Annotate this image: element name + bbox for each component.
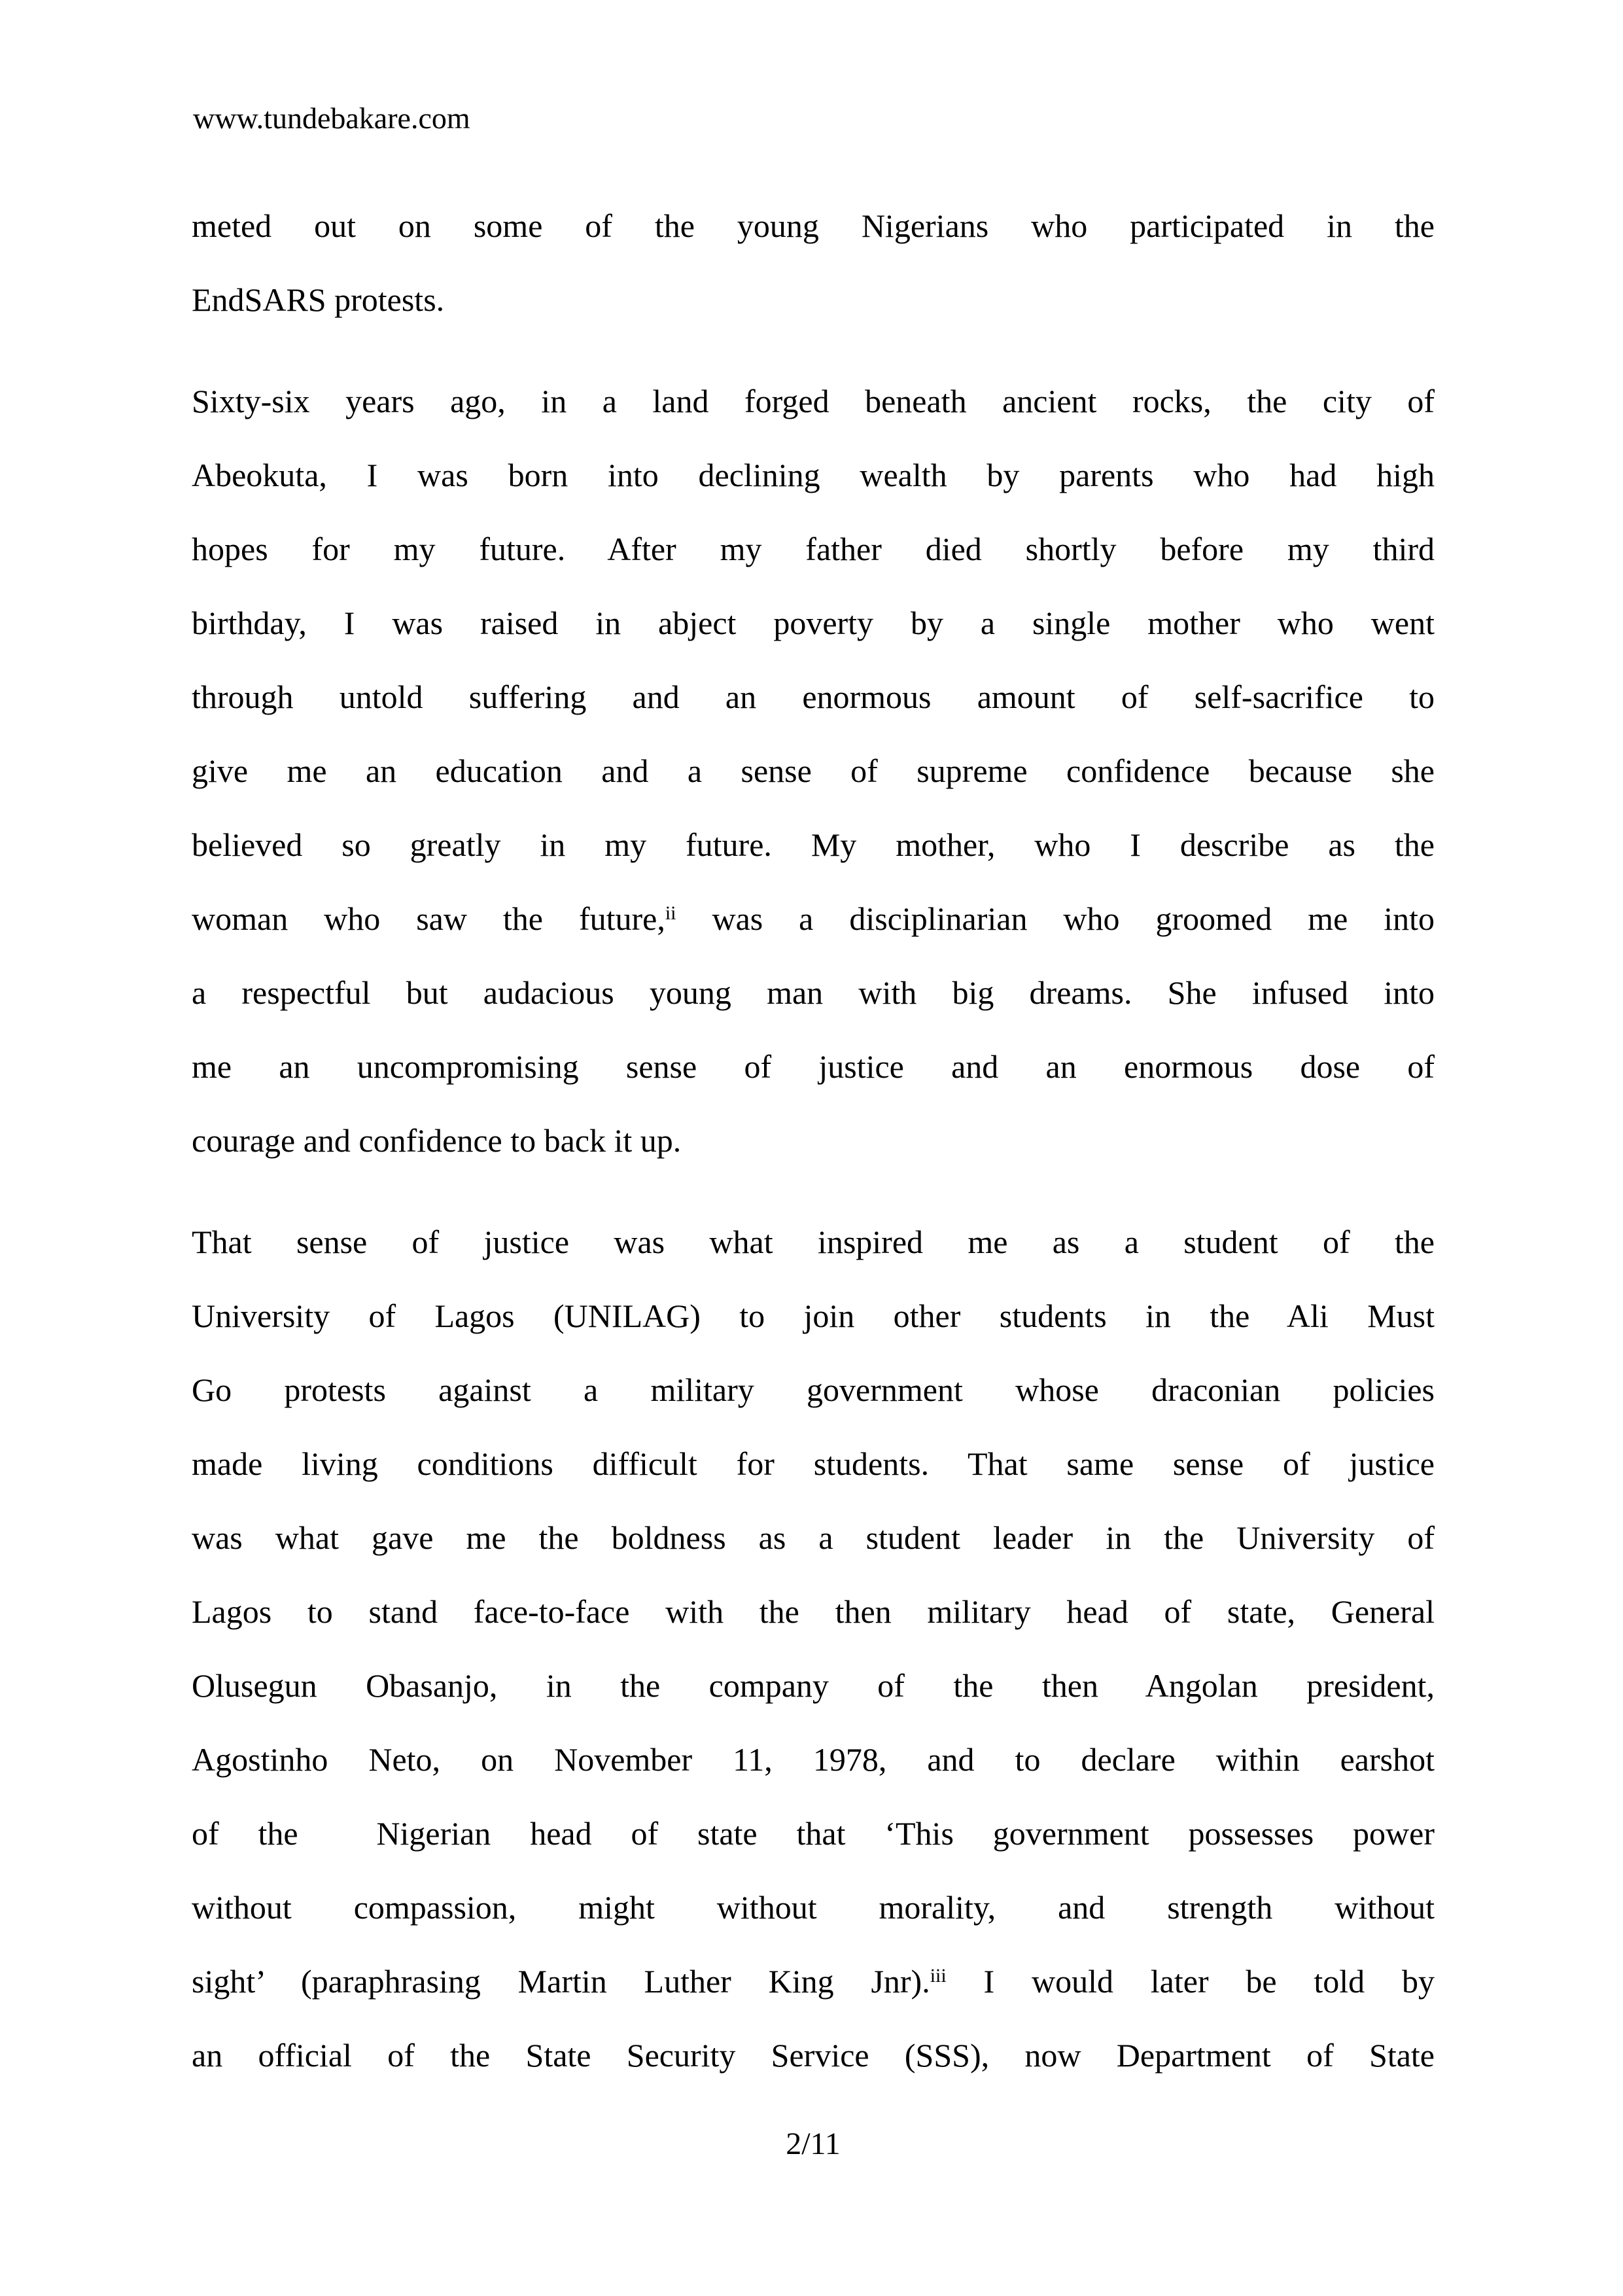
text-line — [192, 660, 1435, 734]
text-line — [192, 263, 1435, 337]
header-url: www.tundebakare.com — [193, 101, 470, 135]
text-segment: sight’ (paraphrasing Martin Luther King Jnr). — [192, 1963, 930, 2000]
page-number: 2/11 — [786, 2127, 841, 2161]
text-line — [192, 808, 1435, 882]
text-segment: Abeokuta, I was born into declining wealth by parents who had high — [192, 457, 1435, 493]
text-line — [192, 586, 1435, 660]
text-segment: an official of the State Security Service (SSS), now Department of State — [192, 2037, 1435, 2074]
text-line — [192, 1871, 1435, 1945]
document-body — [192, 189, 1435, 2120]
text-line — [192, 1575, 1435, 1649]
paragraph — [192, 189, 1435, 337]
text-segment: of the Nigerian head of state that ‘This government possesses power — [192, 1815, 1435, 1852]
text-segment: a respectful but audacious young man with big dreams. She infused into — [192, 974, 1435, 1011]
text-line — [192, 1427, 1435, 1501]
text-segment: meted out on some of the young Nigerians who participated in the — [192, 207, 1435, 244]
text-line — [192, 882, 1435, 956]
text-line — [192, 1104, 1435, 1178]
text-line — [192, 1723, 1435, 1797]
text-line — [192, 438, 1435, 512]
text-line — [192, 189, 1435, 263]
text-line — [192, 1030, 1435, 1104]
text-line — [192, 1205, 1435, 1279]
endnote-reference: iii — [930, 1964, 947, 1987]
text-line — [192, 364, 1435, 438]
text-segment: believed so greatly in my future. My mother, who I describe as the — [192, 826, 1435, 863]
text-line — [192, 956, 1435, 1030]
text-segment: hopes for my future. After my father died shortly before my third — [192, 531, 1435, 567]
text-segment: was what gave me the boldness as a student leader in the University of — [192, 1519, 1435, 1556]
text-segment: University of Lagos (UNILAG) to join other students in the Ali Must — [192, 1298, 1435, 1334]
text-line — [192, 1501, 1435, 1575]
endnote-reference: ii — [665, 902, 676, 924]
text-line — [192, 734, 1435, 808]
text-segment: me an uncompromising sense of justice and an enormous dose of — [192, 1048, 1435, 1085]
paragraph — [192, 1205, 1435, 2093]
text-segment: Olusegun Obasanjo, in the company of the then Angolan president, — [192, 1667, 1435, 1704]
text-line — [192, 2019, 1435, 2093]
text-segment: was a disciplinarian who groomed me into — [676, 900, 1435, 937]
text-segment: I would later be told by — [946, 1963, 1435, 2000]
text-line — [192, 512, 1435, 586]
text-line — [192, 1649, 1435, 1723]
text-segment: Go protests against a military government whose draconian policies — [192, 1371, 1435, 1408]
text-segment: woman who saw the future, — [192, 900, 665, 937]
text-segment: EndSARS protests. — [192, 281, 445, 318]
text-line — [192, 1279, 1435, 1353]
text-segment: through untold suffering and an enormous amount of self-sacrifice to — [192, 679, 1435, 715]
text-segment: Sixty-six years ago, in a land forged beneath ancient rocks, the city of — [192, 383, 1435, 419]
text-segment: without compassion, might without morality, and strength without — [192, 1889, 1435, 1926]
paragraph — [192, 364, 1435, 1178]
text-line — [192, 1945, 1435, 2019]
text-segment: Lagos to stand face-to-face with the then military head of state, General — [192, 1593, 1435, 1630]
text-segment: made living conditions difficult for students. That same sense of justice — [192, 1445, 1435, 1482]
text-segment: courage and confidence to back it up. — [192, 1122, 682, 1159]
text-segment: That sense of justice was what inspired me as a student of the — [192, 1224, 1435, 1260]
text-line — [192, 1353, 1435, 1427]
text-line — [192, 1797, 1435, 1871]
text-segment: birthday, I was raised in abject poverty by a single mother who went — [192, 605, 1435, 641]
text-segment: Agostinho Neto, on November 11, 1978, and to declare within earshot — [192, 1741, 1435, 1778]
text-segment: give me an education and a sense of supreme confidence because she — [192, 752, 1435, 789]
